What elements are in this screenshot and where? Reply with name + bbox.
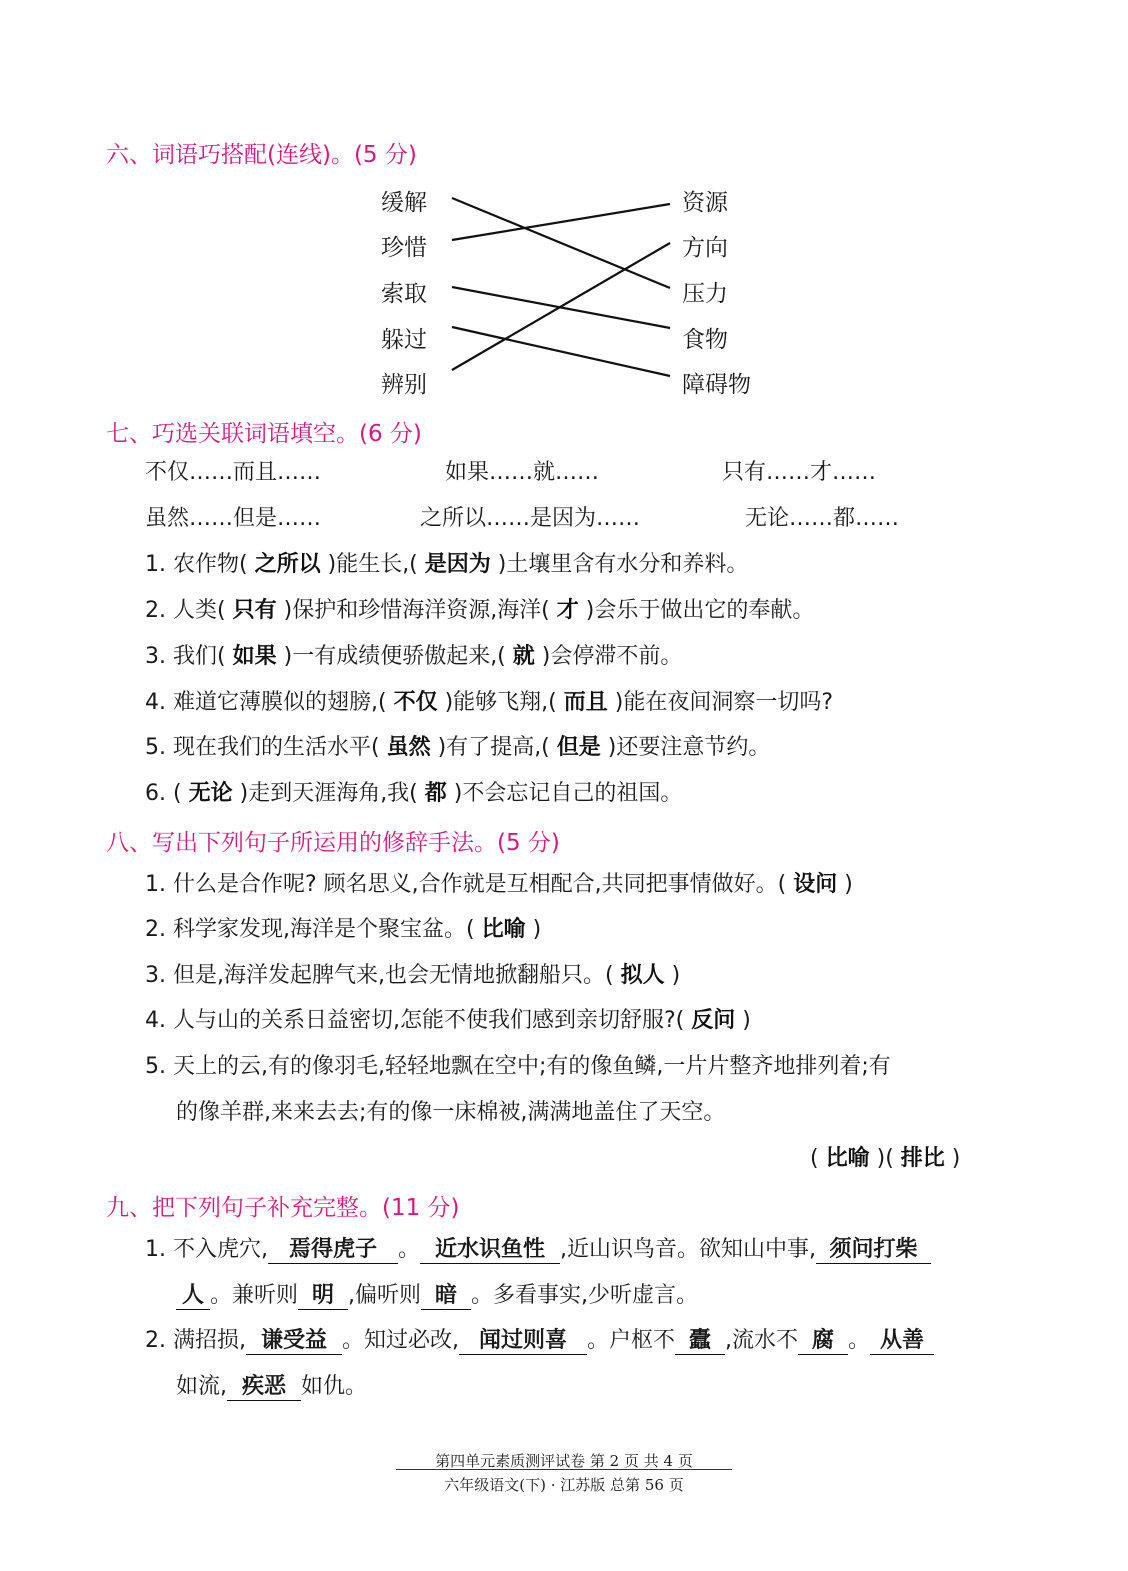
sec7-question-2: 2. 人类( 只有 )保护和珍惜海洋资源,海洋( 才 )会乐于做出它的奉献。 [145,598,815,623]
sec7-question-4: 4. 难道它薄膜似的翅膀,( 不仅 )能够飞翔,( 而且 )能在夜间洞察一切吗? [145,690,834,715]
left-word-2: 珍惜 [381,235,427,261]
matching-lines [0,0,1128,420]
option-zhiyou: 只有……才…… [722,460,877,485]
sec8-question-5-line1: 5. 天上的云,有的像羽毛,轻轻地飘在空中;有的像鱼鳞,一片片整齐地排列着;有 [145,1054,891,1079]
right-word-3: 压力 [682,281,728,307]
right-word-4: 食物 [682,327,728,353]
right-word-2: 方向 [682,235,728,261]
sec7-question-6: 6. ( 无论 )走到天涯海角,我( 都 )不会忘记自己的祖国。 [145,781,683,806]
match-line-2 [452,204,670,240]
sec7-question-3: 3. 我们( 如果 )一有成绩便骄傲起来,( 就 )会停滞不前。 [145,644,683,669]
sec8-question-3: 3. 但是,海洋发起脾气来,也会无情地掀翻船只。( 拟人 ) [145,963,681,988]
option-suiran: 虽然……但是…… [145,506,322,531]
footer-divider [396,1469,732,1470]
sec8-question-1: 1. 什么是合作呢? 顾名思义,合作就是互相配合,共同把事情做好。( 设问 ) [145,872,853,897]
footer-line-1: 第四单元素质测评试卷 第 2 页 共 4 页 [435,1452,693,1470]
sec9-question-2-line2: 如流, 疾恶 如仇。 [176,1374,368,1399]
right-word-5: 障碍物 [682,372,751,398]
left-word-1: 缓解 [381,190,427,216]
section-6-title: 六、词语巧搭配(连线)。(5 分) [106,142,417,168]
match-line-1 [452,198,670,288]
sec7-question-1: 1. 农作物( 之所以 )能生长,( 是因为 )土壤里含有水分和养料。 [145,552,749,577]
section-8-title: 八、写出下列句子所运用的修辞手法。(5 分) [106,830,560,856]
left-word-5: 辨别 [381,372,427,398]
sec7-question-5: 5. 现在我们的生活水平( 虽然 )有了提高,( 但是 )还要注意节约。 [145,735,771,760]
sec8-question-5-answers: ( 比喻 )( 排比 ) [810,1146,961,1171]
sec8-question-5-line2: 的像羊群,来来去去;有的像一床棉被,满满地盖住了天空。 [176,1100,726,1125]
footer-line-2: 六年级语文(下) · 江苏版 总第 56 页 [444,1476,684,1494]
left-word-3: 索取 [381,281,427,307]
sec9-question-1-line1: 1. 不入虎穴, 焉得虎子 。 近水识鱼性 ,近山识鸟音。欲知山中事, 须问打柴 [145,1235,931,1265]
option-zhisuoyi: 之所以……是因为…… [420,506,641,531]
section-7-title: 七、巧选关联词语填空。(6 分) [106,421,422,447]
sec8-question-2: 2. 科学家发现,海洋是个聚宝盆。( 比喻 ) [145,917,542,942]
option-buqie: 不仅……而且…… [145,460,322,485]
option-wulun: 无论……都…… [745,506,900,531]
option-ruguo: 如果……就…… [445,460,600,485]
section-9-title: 九、把下列句子补充完整。(11 分) [106,1195,460,1221]
sec8-question-4: 4. 人与山的关系日益密切,怎能不使我们感到亲切舒服?( 反问 ) [145,1008,751,1033]
right-word-1: 资源 [682,190,728,216]
sec9-question-1-line2: 人 。兼听则 明 ,偏听则 暗 。多看事实,少听虚言。 [176,1281,698,1311]
left-word-4: 躲过 [381,327,427,353]
sec9-question-2-line1: 2. 满招损, 谦受益 。知过必改, 闻过则喜 。户枢不 蠹 ,流水不 腐 。 从善 [145,1326,934,1356]
